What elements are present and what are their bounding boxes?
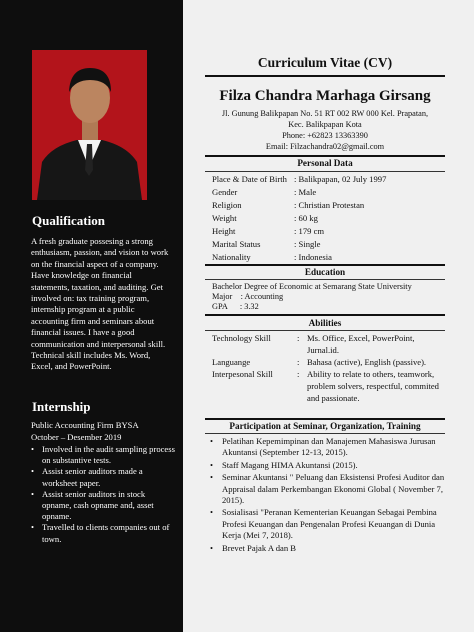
- field-label: Nationality: [212, 252, 251, 262]
- internship-heading: Internship: [32, 399, 91, 414]
- education-major: Major : Accounting: [212, 292, 284, 301]
- personal-data-heading: Personal Data: [297, 158, 353, 168]
- personal-row: [212, 212, 442, 225]
- internship-list: [31, 444, 176, 545]
- field-colon: :: [297, 357, 300, 367]
- divider: [205, 279, 445, 280]
- list-item: • Sosialisasi "Peranan Kementerian Keuangan Sebagai Pembina Profesi Keuangan dan Pengenalan Profesi Keuangan di Dunia Kerja (Mei 7, 2018).: [209, 507, 445, 541]
- list-item: • Staff Magang HIMA Akuntansi (2015).: [209, 460, 445, 471]
- list-item: • Seminar Akuntansi " Peluang dan Eksistensi Profesi Auditor dan Appraisal dalam Perkembangan Ekonomi Global ( November 7, 2015).: [209, 472, 445, 506]
- divider: [205, 155, 445, 157]
- education-heading: Education: [304, 267, 346, 277]
- list-item: • Assist senior auditors made a worksheet paper.: [31, 466, 176, 488]
- field-value: : Indonesia: [294, 252, 332, 262]
- divider: [205, 314, 445, 316]
- cv-title: Curriculum Vitae (CV): [257, 55, 393, 70]
- profile-photo: [32, 50, 147, 200]
- field-value: : Balikpapan, 02 July 1997: [294, 174, 387, 184]
- field-value: : Male: [294, 187, 317, 197]
- field-colon: :: [297, 369, 300, 379]
- divider: [205, 75, 445, 77]
- qualification-heading: Qualification: [32, 213, 105, 228]
- field-label: Languange: [212, 357, 251, 367]
- list-item: • Involved in the audit sampling process on substantive tests.: [31, 444, 176, 466]
- ability-row: [212, 332, 444, 356]
- field-label: Height: [212, 226, 236, 236]
- field-value: Bahasa (active), English (passive).: [307, 357, 427, 367]
- field-label: Interpesonal Skill: [212, 369, 273, 379]
- address-line-1: Jl. Gunung Balikpapan No. 51 RT 002 RW 000 Kel. Prapatan,: [221, 109, 429, 118]
- internship-company: Public Accounting Firm BYSA: [31, 420, 139, 430]
- education-degree: Bachelor Degree of Economic at Semarang State University: [212, 282, 412, 291]
- list-item: • Pelatihan Kepemimpinan dan Manajemen Mahasiswa Jurusan Akuntansi (September 12-13, 2015).: [209, 436, 445, 459]
- field-value: : Christian Protestan: [294, 200, 365, 210]
- personal-row: [212, 238, 442, 251]
- abilities-heading: Abilities: [308, 318, 342, 328]
- personal-row: [212, 186, 442, 199]
- email: Email: Filzachandra02@gmail.com: [265, 142, 385, 151]
- field-value: : 60 kg: [294, 213, 318, 223]
- divider: [205, 418, 445, 420]
- personal-row: [212, 199, 442, 212]
- field-label: Gender: [212, 187, 238, 197]
- field-value: Ms. Office, Excel, PowerPoint, Jurnal.id.: [307, 333, 415, 355]
- seminar-heading: Participation at Seminar, Organization, Training: [229, 421, 421, 431]
- divider: [205, 330, 445, 331]
- field-value: : 179 cm: [294, 226, 325, 236]
- personal-row: [212, 251, 442, 264]
- person-name: Filza Chandra Marhaga Girsang: [219, 88, 431, 104]
- field-colon: :: [297, 333, 300, 343]
- phone: Phone: +62823 13363390: [282, 131, 368, 140]
- field-value: Ability to relate to others, teamwork, problem solvers, respectful, commited and passionate.: [307, 369, 439, 403]
- field-label: Place & Date of Birth: [212, 174, 287, 184]
- personal-row: [212, 225, 442, 238]
- divider: [205, 264, 445, 266]
- field-label: Technology Skill: [212, 333, 271, 343]
- divider: [205, 171, 445, 172]
- list-item: • Brevet Pajak A dan B: [209, 543, 445, 554]
- field-label: Religion: [212, 200, 242, 210]
- personal-row: [212, 173, 442, 186]
- list-item: • Assist senior auditors in stock opname, cash opname and, asset opname.: [31, 489, 176, 523]
- field-label: Marital Status: [212, 239, 261, 249]
- list-item: • Travelled to clients companies out of town.: [31, 522, 176, 544]
- field-value: : Single: [294, 239, 321, 249]
- seminar-list: [209, 436, 445, 555]
- ability-row: [212, 356, 444, 368]
- ability-row: [212, 368, 444, 404]
- internship-period: October – Desember 2019: [31, 432, 122, 442]
- address-line-2: Kec. Balikpapan Kota: [288, 120, 362, 129]
- field-label: Weight: [212, 213, 237, 223]
- education-gpa: GPA : 3.32: [212, 302, 259, 311]
- qualification-text: A fresh graduate possesing a strong enthusiasm, passion, and vision to work on the financial aspect of a company. Have knowledge on financial statements, taxation, and auditing. Get involved on: tax training program, internship program at a public accounting firm and seminars about financial issues. I have a good communication and interpersonal skill. Technical skill includes Ms. Word, Excel, and PowerPoint.: [31, 236, 169, 372]
- divider: [205, 433, 445, 434]
